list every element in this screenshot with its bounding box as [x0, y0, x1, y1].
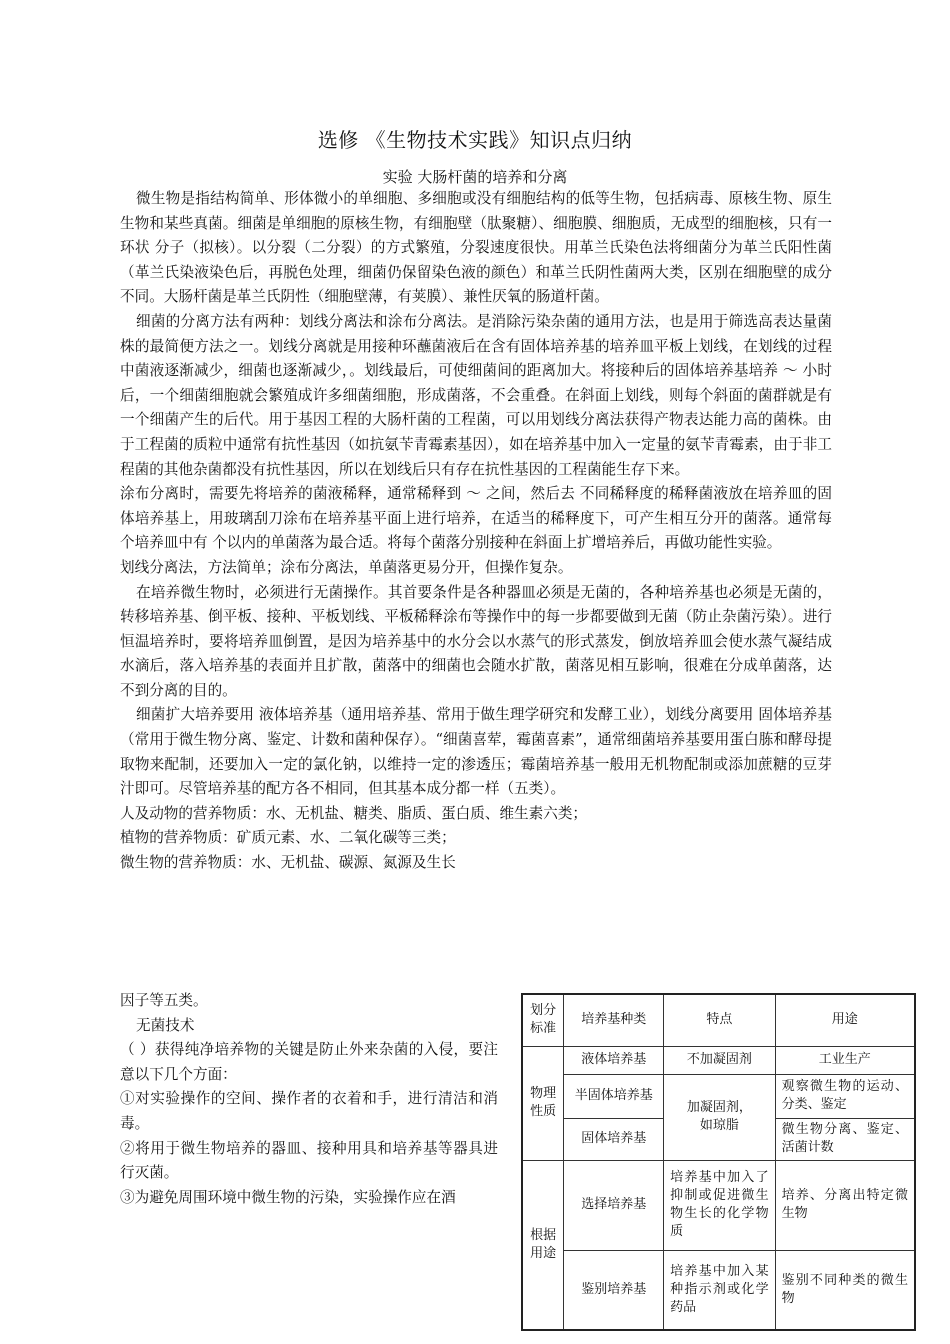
cell-use: 鉴别不同种类的微生物	[775, 1250, 915, 1330]
body-text	[120, 187, 832, 876]
cell-type: 固体培养基	[564, 1118, 664, 1160]
left-column-text	[120, 989, 498, 1210]
header-use: 用途	[775, 994, 915, 1046]
document-title: 选修 《生物技术实践》知识点归纳	[317, 128, 633, 152]
table-row	[522, 1160, 915, 1250]
paragraph-point-1: ①对实验操作的空间、操作者的衣着和手，进行清洁和消毒。	[120, 1090, 498, 1132]
paragraph-spread-plate: 涂布分离时，需要先将培养的菌液稀释，通常稀释到 ～ 之间，然后去 不同稀释度的稀释菌液放在培养皿的固体培养基上，用玻璃刮刀涂布在培养基平面上进行培养，在适当的稀释度下，可产生相互分开的菌落。通常每个培养皿中有 个以内的单菌落为最合适。将每个菌落分别接种在斜面上扩增培养后，再做功能性实验。	[120, 485, 832, 552]
header-classification: 划分标准	[522, 994, 564, 1046]
cell-use: 微生物分离、鉴定、活菌计数	[775, 1118, 915, 1160]
heading-aseptic-technique: 无菌技术	[136, 1016, 195, 1034]
paragraph-plant-nutrients: 植物的营养物质：矿质元素、水、二氧化碳等三类；	[120, 829, 456, 847]
cell-feature: 不加凝固剂	[664, 1046, 775, 1074]
cell-feature: 培养基中加入某种指示剂或化学药品	[664, 1250, 775, 1330]
cell-type: 选择培养基	[564, 1160, 664, 1250]
culture-media-table	[521, 993, 916, 1331]
paragraph-microbe-intro: 微生物是指结构简单、形体微小的单细胞、多细胞或没有细胞结构的低等生物，包括病毒、原核生物、原生生物和某些真菌。细菌是单细胞的原核生物，有细胞壁（肽聚糖）、细胞膜、细胞质，无成型的细胞核，只有一环状 分子（拟核）。以分裂（二分裂）的方式繁殖，分裂速度很快。用革兰氏染色法将细菌分为革兰氏阳性菌（革兰氏染液染色后，再脱色处理，细菌仍保留染色液的颜色）和革兰氏阴性菌两大类，区别在细胞壁的成分不同。大肠杆菌是革兰氏阴性（细胞壁薄，有荚膜）、兼性厌氧的肠道杆菌。	[120, 190, 832, 306]
paragraph-culture-medium: 细菌扩大培养要用 液体培养基（通用培养基、常用于做生理学研究和发酵工业），划线分离要用 固体培养基（常用于微生物分离、鉴定、计数和菌种保存）。“细菌喜荤，霉菌喜素”，通常细菌培养基要用蛋白胨和酵母提取物来配制，还要加入一定的氯化钠，以维持一定的渗透压；霉菌培养基一般用无机物配制或添加蔗糖的豆芽汁即可。尽管培养基的配方各不相同，但其基本成分都一样（五类）。	[120, 706, 832, 798]
paragraph-animal-nutrients: 人及动物的营养物质：水、无机盐、糖类、脂质、蛋白质、维生素六类；	[120, 804, 588, 822]
cell-type: 半固体培养基	[564, 1074, 664, 1118]
section-subtitle: 实验 大肠杆菌的培养和分离	[382, 168, 568, 186]
paragraph-point-2: ②将用于微生物培养的器皿、接种用具和培养基等器具进行灭菌。	[120, 1139, 498, 1182]
paragraph-separation-methods: 细菌的分离方法有两种：划线分离法和涂布分离法。是消除污染杂菌的通用方法，也是用于筛选高表达量菌株的最简便方法之一。划线分离就是用接种环蘸菌液后在含有固体培养基的培养皿平板上划线，在划线的过程中菌液逐渐减少，细菌也逐渐减少，。划线最后，可使细菌间的距离加大。将接种后的固体培养基培养 ～ 小时后，一个细菌细胞就会繁殖成许多细菌细胞，形成菌落，不会重叠。在斜面上划线，则每个斜面的菌群就是有一个细菌产生的后代。用于基因工程的大肠杆菌的工程菌，可以用划线分离法获得产物表达能力高的菌株。由于工程菌的质粒中通常有抗性基因（如抗氨苄青霉素基因），如在培养基中加入一定量的氨苄青霉素，由于非工程菌的其他杂菌都没有抗性基因，所以在划线后只有存在抗性基因的工程菌能生存下来。	[120, 312, 832, 478]
cell-feature: 加凝固剂，如琼脂	[664, 1074, 775, 1160]
table-row	[522, 1074, 915, 1118]
group-by-purpose: 根据用途	[522, 1160, 564, 1330]
group-physical-property: 物理性质	[522, 1046, 564, 1160]
paragraph-nutrients-cont: 因子等五类。	[120, 992, 208, 1009]
cell-use: 观察微生物的运动、分类、鉴定	[775, 1074, 915, 1118]
cell-use: 培养、分离出特定微生物	[775, 1160, 915, 1250]
paragraph-aseptic-key: （ ）获得纯净培养物的关键是防止外来杂菌的入侵，要注意以下几个方面：	[120, 1041, 498, 1083]
table-row	[522, 1046, 915, 1074]
paragraph-microbe-nutrients: 微生物的营养物质：水、无机盐、碳源、氮源及生长	[120, 854, 456, 872]
cell-type: 鉴别培养基	[564, 1250, 664, 1330]
cell-feature: 培养基中加入了抑制或促进微生物生长的化学物质	[664, 1160, 775, 1250]
cell-use: 工业生产	[775, 1046, 915, 1074]
header-feature: 特点	[664, 994, 775, 1046]
header-media-type: 培养基种类	[564, 994, 664, 1046]
cell-type: 液体培养基	[564, 1046, 664, 1074]
paragraph-method-compare: 划线分离法，方法简单；涂布分离法，单菌落更易分开，但操作复杂。	[120, 558, 573, 576]
paragraph-point-3: ③为避免周围环境中微生物的污染，实验操作应在酒	[120, 1188, 456, 1206]
table-row	[522, 1250, 915, 1330]
table-header-row	[522, 994, 915, 1046]
paragraph-aseptic-culture: 在培养微生物时，必须进行无菌操作。其首要条件是各种器皿必须是无菌的，各种培养基也必须是无菌的，转移培养基、倒平板、接种、平板划线、平板稀释涂布等操作中的每一步都要做到无菌（防止杂菌污染）。进行恒温培养时，要将培养皿倒置，是因为培养基中的水分会以水蒸气的形式蒸发，倒放培养皿会使水蒸气凝结成水滴后，落入培养基的表面并且扩散，菌落中的细菌也会随水扩散，菌落见相互影响，很难在分成单菌落，达不到分离的目的。	[120, 583, 832, 699]
